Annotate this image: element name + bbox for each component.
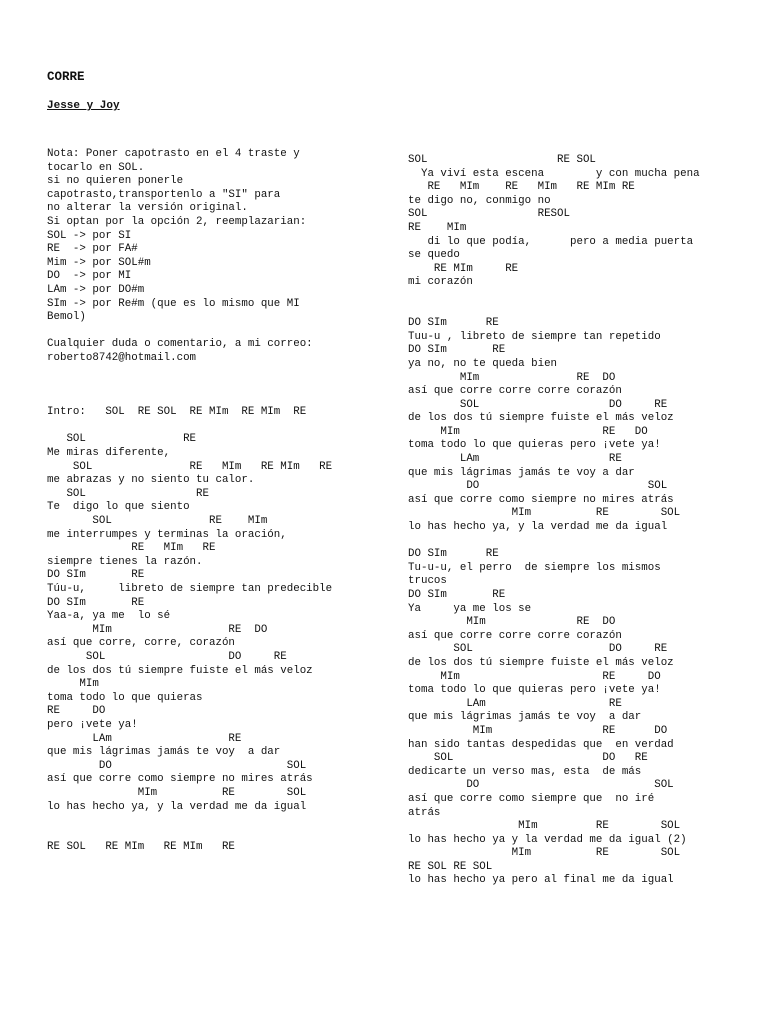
song-line: MIm RE SOL [47, 786, 307, 799]
song-line: que mis lágrimas jamás te voy a dar [408, 466, 635, 479]
song-line: DO SIm RE [47, 596, 145, 609]
song-line: mi corazón [408, 276, 473, 289]
song-line: Tuu-u , libreto de siempre tan repetido [408, 330, 661, 343]
song-line [47, 814, 367, 828]
song-line: Mim -> por SOL#m [47, 256, 151, 269]
song-line: Intro: SOL RE SOL RE MIm RE MIm RE [47, 406, 307, 419]
song-line: RE DO [47, 705, 106, 718]
song-line: así que corre, corre, corazón [47, 637, 235, 650]
song-line: te digo no, conmigo no [408, 194, 551, 207]
song-line: RE SOL RE MIm RE MIm RE [47, 841, 235, 854]
song-line: DO SOL [408, 480, 668, 493]
song-line: SOL RESOL [408, 208, 570, 221]
song-line: de los dos tú siempre fuiste el más veloz [408, 412, 674, 425]
song-line: así que corre corre corre corazón [408, 629, 622, 642]
song-line: Bemol) [47, 311, 86, 324]
song-line: Yaa-a, ya me lo sé [47, 610, 171, 623]
song-line: de los dos tú siempre fuiste el más veloz [47, 664, 313, 677]
song-line: DO SIm RE [408, 344, 506, 357]
song-line [47, 366, 367, 380]
song-line: Ya viví esta escena y con mucha pena [408, 167, 700, 180]
song-line: de los dos tú siempre fuiste el más veloz [408, 656, 674, 669]
song-line [47, 325, 367, 339]
song-line: que mis lágrimas jamás te voy a dar [47, 746, 281, 759]
song-line: roberto8742@hotmail.com [47, 351, 197, 364]
song-line: DO -> por MI [47, 270, 132, 283]
song-line: capotrasto,transportenlo a "SI" para [47, 188, 281, 201]
song-line: DO SIm RE [408, 548, 499, 561]
song-line: atrás [408, 806, 441, 819]
song-line: DO SOL [47, 759, 307, 772]
song-line: si no quieren ponerle [47, 175, 184, 188]
song-line: toma todo lo que quieras pero ¡vete ya! [408, 684, 661, 697]
song-line: SOL RE SOL [408, 154, 596, 166]
song-line: SIm -> por Re#m (que es lo mismo que MI [47, 297, 300, 310]
song-line [408, 535, 753, 549]
song-line: siempre tienes la razón. [47, 555, 203, 568]
song-line: MIm RE DO [408, 724, 668, 737]
song-line: lo has hecho ya, y la verdad me da igual [408, 521, 668, 534]
song-line: Te digo lo que siento [47, 501, 190, 514]
song-line: pero ¡vete ya! [47, 718, 138, 731]
song-line: di lo que podía, pero a media puerta [408, 235, 694, 248]
song-line: Cualquier duda o comentario, a mi correo: [47, 338, 313, 351]
song-line: DO SIm RE [408, 589, 506, 601]
song-line: me interrumpes y terminas la oración, [47, 528, 287, 541]
song-line: SOL DO RE [47, 650, 287, 663]
song-artist: Jesse y Joy [47, 100, 120, 112]
song-line: así que corre como siempre que no iré [408, 792, 655, 805]
song-line: han sido tantas despedidas que en verdad [408, 738, 674, 751]
song-line: Ya ya me los se [408, 602, 532, 615]
song-line: así que corre como siempre no mires atrás [47, 773, 313, 786]
song-line: RE MIm [408, 221, 467, 234]
song-line [47, 828, 367, 842]
song-line: LAm -> por DO#m [47, 283, 145, 296]
song-line: MIm RE DO [408, 616, 616, 629]
song-line [47, 393, 367, 407]
song-line: ya no, no te queda bien [408, 357, 558, 370]
song-line: así que corre corre corre corazón [408, 385, 622, 398]
song-line: tocarlo en SOL. [47, 161, 145, 174]
song-line: SOL RE MIm [47, 515, 268, 528]
song-line: MIm RE DO [47, 623, 268, 636]
song-line: SOL DO RE [408, 398, 668, 411]
song-line: dedicarte un verso mas, esta de más [408, 765, 642, 778]
song-line: toma todo lo que quieras pero ¡vete ya! [408, 439, 661, 452]
left-column [47, 148, 367, 855]
song-line: SOL DO RE [408, 752, 648, 765]
song-line [408, 304, 753, 318]
song-line: MIm RE DO [408, 371, 616, 384]
song-line: lo has hecho ya y la verdad me da igual (2) [408, 833, 687, 846]
song-line: Si optan por la opción 2, reemplazarian: [47, 215, 307, 228]
song-line: que mis lágrimas jamás te voy a dar [408, 711, 642, 724]
song-line: MIm RE SOL [408, 820, 681, 833]
song-line: RE -> por FA# [47, 243, 138, 256]
song-line [47, 420, 367, 434]
song-line: LAm RE [408, 697, 622, 710]
song-line: RE MIm RE MIm RE MIm RE [408, 181, 635, 194]
song-line: lo has hecho ya pero al final me da igual [408, 874, 674, 887]
song-line: SOL RE MIm RE MIm RE [47, 460, 333, 473]
song-line: SOL RE [47, 487, 209, 500]
song-line: MIm [47, 678, 99, 691]
song-line: MIm RE SOL [408, 507, 681, 520]
song-line: LAm RE [408, 453, 622, 466]
song-line: MIm RE DO [408, 425, 648, 438]
song-line: trucos [408, 575, 447, 588]
song-line: RE MIm RE [408, 262, 519, 275]
song-line: SOL -> por SI [47, 229, 132, 242]
song-line: DO SOL [408, 779, 674, 792]
song-line: se quedo [408, 249, 460, 262]
song-line: Me miras diferente, [47, 447, 171, 460]
song-line: me abrazas y no siento tu calor. [47, 474, 255, 487]
song-title: CORRE [47, 70, 85, 84]
song-line: Túu-u, libreto de siempre tan predecible [47, 583, 333, 595]
song-line: DO SIm RE [47, 569, 145, 582]
song-line: MIm RE DO [408, 670, 661, 683]
song-line: SOL DO RE [408, 643, 668, 656]
song-line: Nota: Poner capotrasto en el 4 traste y [47, 148, 300, 160]
song-line [47, 379, 367, 393]
song-line: RE MIm RE [47, 542, 216, 555]
song-line: toma todo lo que quieras [47, 691, 203, 704]
song-line: LAm RE [47, 732, 242, 745]
song-line: DO SIm RE [408, 317, 499, 330]
song-line: lo has hecho ya, y la verdad me da igual [47, 800, 307, 813]
right-column [408, 154, 753, 888]
song-line: así que corre como siempre no mires atrás [408, 493, 674, 506]
song-line [408, 290, 753, 304]
song-line: Tu-u-u, el perro de siempre los mismos [408, 561, 661, 574]
song-line: SOL RE [47, 433, 197, 446]
song-line: RE SOL RE SOL [408, 860, 493, 873]
song-line: no alterar la versión original. [47, 202, 248, 215]
song-line: MIm RE SOL [408, 847, 681, 860]
